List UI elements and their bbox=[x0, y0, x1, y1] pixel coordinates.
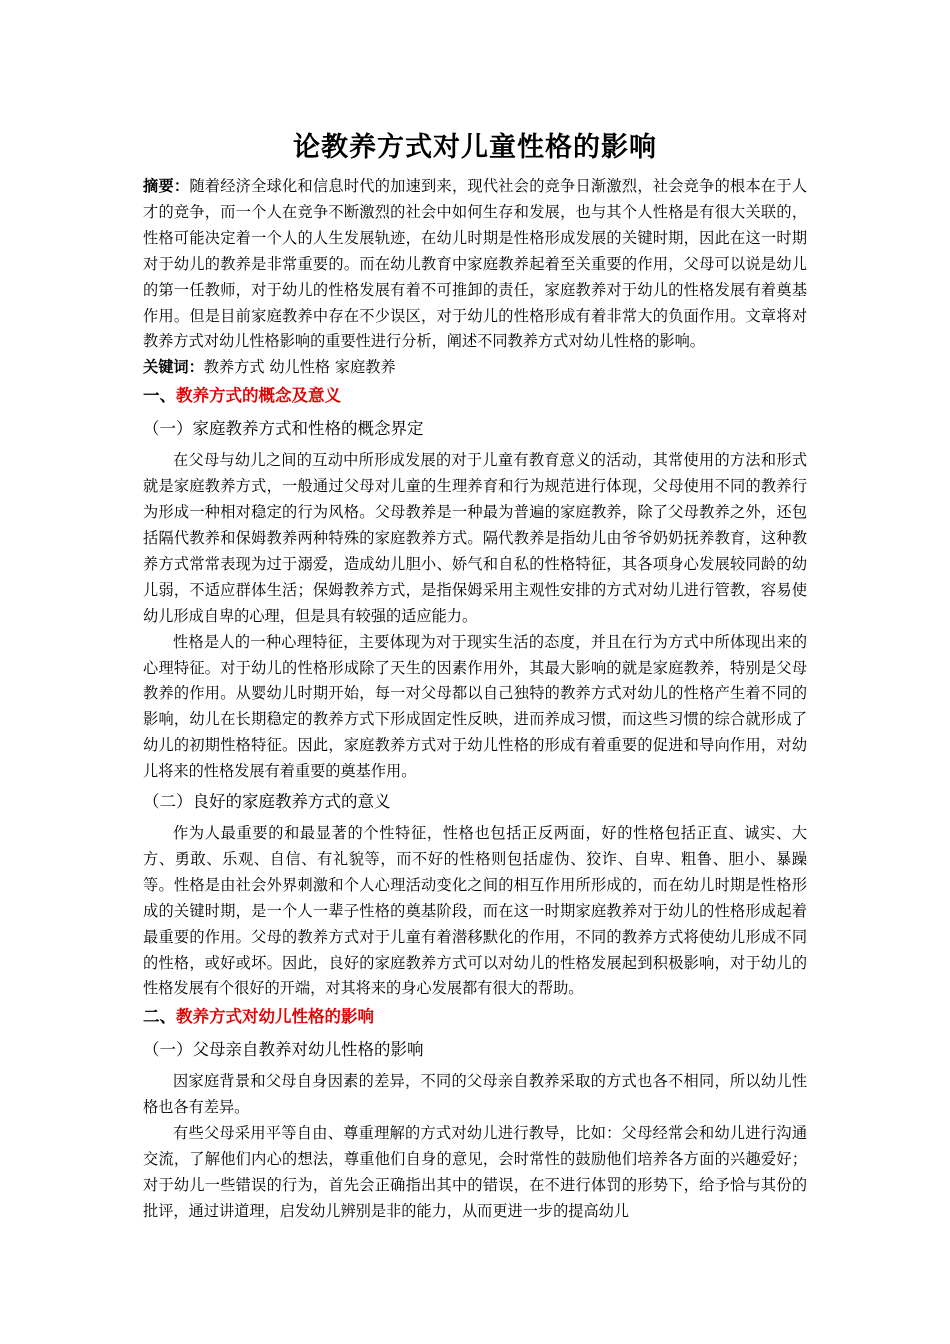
abstract-label: 摘要： bbox=[143, 177, 190, 195]
paragraph: 作为人最重要的和最显著的个性特征，性格也包括正反两面，好的性格包括正直、诚实、大方、勇敢、乐观、自信、有礼貌等，而不好的性格则包括虚伪、狡诈、自卑、粗鲁、胆小、暴躁等。性格是由社会外界刺激和个人心理活动变化之间的相互作用所形成的，而在幼儿时期是性格形成的关键时期，是一个人一辈子性格的奠基阶段，而在这一时期家庭教养对于幼儿的性格形成起着最重要的作用。父母的教养方式对于儿童有着潜移默化的作用，不同的教养方式将使幼儿形成不同的性格，或好或坏。因此，良好的家庭教养方式可以对幼儿的性格发展起到积极影响，对于幼儿的性格发展有个很好的开端，对其将来的身心发展都有很大的帮助。 bbox=[143, 824, 807, 998]
keywords bbox=[143, 355, 807, 381]
abstract-text: 随着经济全球化和信息时代的加速到来，现代社会的竞争日渐激烈，社会竞争的根本在于人才的竞争，而一个人在竞争不断激烈的社会中如何生存和发展，也与其个人性格是有很大关联的，性格可能决定着一个人的人生发展轨迹，在幼儿时期是性格形成发展的关键时期，因此在这一时期对于幼儿的教养是非常重要的。而在幼儿教育中家庭教养起着至关重要的作用，父母可以说是幼儿的第一任教师，对于幼儿的性格发展有着不可推卸的责任，家庭教养对于幼儿的性格发展有着奠基作用。但是目前家庭教养中存在不少误区，对于幼儿的性格形成有着非常大的负面作用。文章将对教养方式对幼儿性格影响的重要性进行分析，阐述不同教养方式对幼儿性格的影响。 bbox=[143, 177, 807, 351]
document-body bbox=[143, 174, 807, 1225]
keywords-text: 教养方式 幼儿性格 家庭教养 bbox=[203, 358, 396, 377]
subsection-heading: （一）家庭教养方式和性格的概念界定 bbox=[143, 419, 424, 439]
section-title: 教养方式对幼儿性格的影响 bbox=[176, 1007, 374, 1027]
section-title: 教养方式的概念及意义 bbox=[176, 386, 341, 406]
section-number: 二、 bbox=[143, 1007, 176, 1027]
paragraph: 因家庭背景和父母自身因素的差异，不同的父母亲自教养采取的方式也各不相同，所以幼儿性格也各有差异。 bbox=[143, 1072, 807, 1117]
paragraph: 性格是人的一种心理特征，主要体现为对于现实生活的态度，并且在行为方式中所体现出来的心理特征。对于幼儿的性格形成除了天生的因素作用外，其最大影响的就是家庭教养，特别是父母教养的作用。从婴幼儿时期开始，每一对父母都以自己独特的教养方式对幼儿的性格产生着不同的影响，幼儿在长期稳定的教养方式下形成固定性反映，进而养成习惯，而这些习惯的综合就形成了幼儿的初期性格特征。因此，家庭教养方式对于幼儿性格的形成有着重要的促进和导向作用，对幼儿将来的性格发展有着重要的奠基作用。 bbox=[143, 632, 807, 781]
subsection-heading: （一）父母亲自教养对幼儿性格的影响 bbox=[143, 1040, 424, 1060]
section-heading-1 bbox=[143, 382, 807, 409]
subsection-heading: （二）良好的家庭教养方式的意义 bbox=[143, 792, 391, 812]
abstract bbox=[143, 174, 807, 355]
paragraph: 在父母与幼儿之间的互动中所形成发展的对于儿童有教育意义的活动，其常使用的方法和形式就是家庭教养方式，一般通过父母对儿童的生理养育和行为规范进行体现，父母使用不同的教养行为形成一种相对稳定的行为风格。父母教养是一种最为普遍的家庭教养，除了父母教养之外，还包括隔代教养和保姆教养两种特殊的家庭教养方式。隔代教养是指幼儿由爷爷奶奶抚养教育，这种教养方式常常表现为过于溺爱，造成幼儿胆小、娇气和自私的性格特征，其各项身心发展较同龄的幼儿弱，不适应群体生活；保姆教养方式，是指保姆采用主观性安排的方式对幼儿进行管教，容易使幼儿形成自卑的心理，但是具有较强的适应能力。 bbox=[143, 451, 807, 625]
keywords-label: 关键词： bbox=[143, 358, 204, 377]
section-heading-2 bbox=[143, 1003, 807, 1030]
section-number: 一、 bbox=[143, 386, 176, 406]
paragraph: 有些父母采用平等自由、尊重理解的方式对幼儿进行教导，比如：父母经常会和幼儿进行沟通交流，了解他们内心的想法，尊重他们自身的意见，会时常性的鼓励他们培养各方面的兴趣爱好；对于幼儿一些错误的行为，首先会正确指出其中的错误，在不进行体罚的形势下，给予恰与其份的批评，通过讲道理，启发幼儿辨别是非的能力，从而更进一步的提高幼儿 bbox=[143, 1124, 807, 1220]
document-title: 论教养方式对儿童性格的影响 bbox=[293, 132, 657, 163]
